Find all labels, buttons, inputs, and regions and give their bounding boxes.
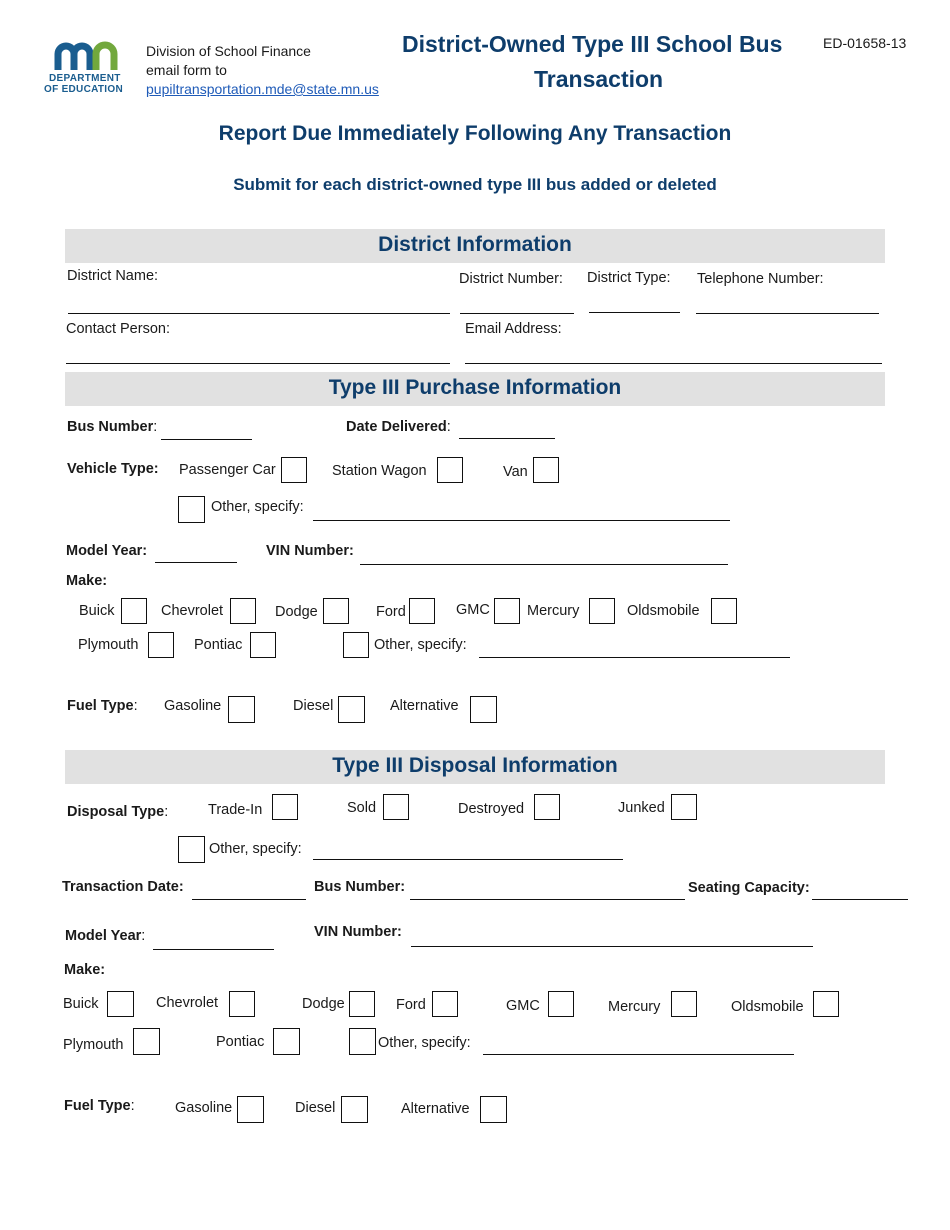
purchase-gasoline-checkbox[interactable] bbox=[228, 696, 255, 723]
disposal-make-other-label: Other, specify: bbox=[378, 1035, 471, 1051]
make-label: Buick bbox=[63, 996, 99, 1012]
purchase-oldsmobile-checkbox[interactable] bbox=[711, 598, 737, 624]
disposal-diesel-checkbox[interactable] bbox=[341, 1096, 368, 1123]
purchase-chevrolet-checkbox[interactable] bbox=[230, 598, 256, 624]
disposal-gmc-checkbox[interactable] bbox=[548, 991, 574, 1017]
disposal-make-other-field[interactable] bbox=[483, 1054, 794, 1055]
division-text: Division of School Finance bbox=[146, 43, 311, 59]
purchase-vin-field[interactable] bbox=[360, 564, 728, 565]
make-label: GMC bbox=[506, 998, 540, 1014]
form-title-line2: Transaction bbox=[534, 66, 664, 92]
vehicle-other-field[interactable] bbox=[313, 520, 730, 521]
purchase-make-label: Make: bbox=[66, 573, 108, 589]
purchase-diesel-checkbox[interactable] bbox=[338, 696, 365, 723]
make-label: Pontiac bbox=[216, 1034, 265, 1050]
purchase-model-year-field[interactable] bbox=[155, 562, 237, 563]
sold-checkbox[interactable] bbox=[383, 794, 409, 820]
purchase-dodge-checkbox[interactable] bbox=[323, 598, 349, 624]
date-delivered-field[interactable] bbox=[459, 438, 555, 439]
station-wagon-checkbox[interactable] bbox=[437, 457, 463, 483]
form-title-line1: District-Owned Type III School Bus bbox=[402, 31, 783, 57]
purchase-make-other-checkbox[interactable] bbox=[343, 632, 369, 658]
fuel-option-label: Alternative bbox=[390, 698, 459, 714]
fuel-option-label: Diesel bbox=[293, 698, 334, 714]
disposal-mercury-checkbox[interactable] bbox=[671, 991, 697, 1017]
disposal-heading: Type III Disposal Information bbox=[332, 754, 618, 777]
purchase-fuel-type-label: Fuel Type: bbox=[67, 698, 138, 714]
page-instruction: Submit for each district-owned type III bus added or deleted bbox=[233, 175, 717, 194]
email-intro: email form to bbox=[146, 62, 227, 78]
vehicle-option-label: Passenger Car bbox=[179, 462, 276, 478]
disposal-buick-checkbox[interactable] bbox=[107, 991, 134, 1017]
vehicle-option-label: Station Wagon bbox=[332, 463, 427, 479]
passenger-car-checkbox[interactable] bbox=[281, 457, 307, 483]
disposal-pontiac-checkbox[interactable] bbox=[273, 1028, 300, 1055]
disposal-make-other-checkbox[interactable] bbox=[349, 1028, 376, 1055]
make-label: Mercury bbox=[608, 999, 661, 1015]
make-label: Dodge bbox=[302, 996, 345, 1012]
purchase-mercury-checkbox[interactable] bbox=[589, 598, 615, 624]
disposal-dodge-checkbox[interactable] bbox=[349, 991, 375, 1017]
disposal-bus-number-field[interactable] bbox=[410, 899, 685, 900]
make-label: Mercury bbox=[527, 603, 580, 619]
disposal-option-label: Destroyed bbox=[458, 801, 525, 817]
disposal-option-label: Junked bbox=[618, 800, 665, 816]
vehicle-other-checkbox[interactable] bbox=[178, 496, 205, 523]
purchase-make-other-field[interactable] bbox=[479, 657, 790, 658]
purchase-plymouth-checkbox[interactable] bbox=[148, 632, 174, 658]
page-subtitle: Report Due Immediately Following Any Transaction bbox=[218, 122, 732, 145]
telephone-field[interactable] bbox=[696, 313, 879, 314]
make-label: Pontiac bbox=[194, 637, 243, 653]
destroyed-checkbox[interactable] bbox=[534, 794, 560, 820]
disposal-oldsmobile-checkbox[interactable] bbox=[813, 991, 839, 1017]
junked-checkbox[interactable] bbox=[671, 794, 697, 820]
email-address-field[interactable] bbox=[465, 363, 882, 364]
purchase-ford-checkbox[interactable] bbox=[409, 598, 435, 624]
purchase-bus-number-label: Bus Number: bbox=[67, 419, 158, 435]
disposal-option-label: Trade-In bbox=[208, 802, 263, 818]
make-label: Plymouth bbox=[63, 1037, 124, 1053]
disposal-bus-number-label: Bus Number: bbox=[314, 879, 406, 895]
form-id: ED-01658-13 bbox=[823, 35, 907, 51]
logo-line2: OF EDUCATION bbox=[44, 84, 123, 95]
disposal-fuel-type-label: Fuel Type: bbox=[64, 1098, 135, 1114]
disposal-model-year-field[interactable] bbox=[153, 949, 274, 950]
contact-person-field[interactable] bbox=[66, 363, 450, 364]
logo-line1: DEPARTMENT bbox=[49, 73, 121, 84]
purchase-pontiac-checkbox[interactable] bbox=[250, 632, 276, 658]
make-label: Chevrolet bbox=[161, 603, 224, 619]
purchase-vin-label: VIN Number: bbox=[266, 543, 354, 559]
make-label: Dodge bbox=[275, 604, 318, 620]
district-type-label: District Type: bbox=[587, 270, 671, 286]
disposal-vin-field[interactable] bbox=[411, 946, 813, 947]
purchase-heading: Type III Purchase Information bbox=[328, 376, 622, 399]
seating-capacity-field[interactable] bbox=[812, 899, 908, 900]
purchase-model-year-label: Model Year: bbox=[66, 543, 148, 559]
email-address-label: Email Address: bbox=[465, 321, 562, 337]
purchase-section-header bbox=[65, 372, 885, 406]
make-label: Ford bbox=[396, 997, 426, 1013]
van-checkbox[interactable] bbox=[533, 457, 559, 483]
make-label: Oldsmobile bbox=[731, 999, 804, 1015]
district-type-field[interactable] bbox=[589, 312, 680, 313]
seating-capacity-label: Seating Capacity: bbox=[688, 880, 810, 896]
fuel-option-label: Alternative bbox=[401, 1101, 470, 1117]
vehicle-other-label: Other, specify: bbox=[211, 499, 304, 515]
disposal-section-header bbox=[65, 750, 885, 784]
disposal-other-field[interactable] bbox=[313, 859, 623, 860]
fuel-option-label: Gasoline bbox=[175, 1100, 233, 1116]
purchase-make-other-label: Other, specify: bbox=[374, 637, 467, 653]
fuel-option-label: Gasoline bbox=[164, 698, 222, 714]
purchase-alternative-checkbox[interactable] bbox=[470, 696, 497, 723]
disposal-other-label: Other, specify: bbox=[209, 841, 302, 857]
district-heading: District Information bbox=[378, 233, 572, 256]
transaction-date-label: Transaction Date: bbox=[62, 879, 184, 895]
disposal-other-checkbox[interactable] bbox=[178, 836, 205, 863]
transaction-date-field[interactable] bbox=[192, 899, 306, 900]
disposal-vin-label: VIN Number: bbox=[314, 924, 402, 940]
fuel-option-label: Diesel bbox=[295, 1100, 336, 1116]
make-label: Plymouth bbox=[78, 637, 139, 653]
district-name-label: District Name: bbox=[67, 268, 159, 284]
district-number-label: District Number: bbox=[459, 271, 563, 287]
disposal-make-label: Make: bbox=[64, 962, 106, 978]
disposal-type-label: Disposal Type: bbox=[67, 804, 169, 820]
make-label: Ford bbox=[376, 604, 406, 620]
purchase-bus-number-field[interactable] bbox=[161, 439, 252, 440]
make-label: Oldsmobile bbox=[627, 603, 700, 619]
disposal-plymouth-checkbox[interactable] bbox=[133, 1028, 160, 1055]
disposal-ford-checkbox[interactable] bbox=[432, 991, 458, 1017]
disposal-option-label: Sold bbox=[347, 800, 377, 816]
email-link[interactable]: pupiltransportation.mde@state.mn.us bbox=[146, 81, 379, 97]
disposal-alternative-checkbox[interactable] bbox=[480, 1096, 507, 1123]
make-label: Chevrolet bbox=[156, 995, 219, 1011]
trade-in-checkbox[interactable] bbox=[272, 794, 298, 820]
district-section-header bbox=[65, 229, 885, 263]
district-number-field[interactable] bbox=[460, 313, 574, 314]
date-delivered-label: Date Delivered: bbox=[346, 419, 451, 435]
disposal-chevrolet-checkbox[interactable] bbox=[229, 991, 255, 1017]
disposal-gasoline-checkbox[interactable] bbox=[237, 1096, 264, 1123]
vehicle-type-label: Vehicle Type: bbox=[67, 461, 159, 477]
district-name-field[interactable] bbox=[68, 313, 450, 314]
purchase-buick-checkbox[interactable] bbox=[121, 598, 147, 624]
telephone-label: Telephone Number: bbox=[697, 271, 824, 287]
vehicle-option-label: Van bbox=[503, 464, 528, 480]
make-label: Buick bbox=[79, 603, 115, 619]
make-label: GMC bbox=[456, 602, 490, 618]
purchase-gmc-checkbox[interactable] bbox=[494, 598, 520, 624]
disposal-model-year-label: Model Year: bbox=[65, 928, 146, 944]
contact-person-label: Contact Person: bbox=[66, 321, 170, 337]
